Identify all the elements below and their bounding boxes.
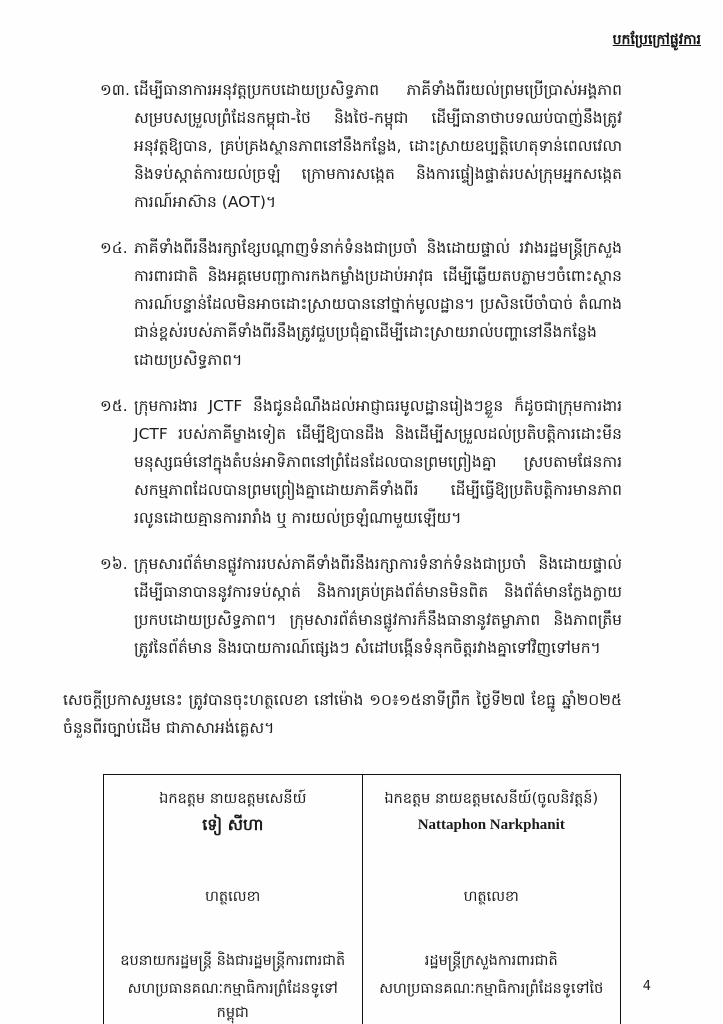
item-text: ក្រុមការងារ JCTF នឹងជូនដំណឹងដល់អាជ្ញាធរមូលដ្ឋានរៀងៗខ្លួន ក៏ដូចជាក្រុមការងារ JCTF របស់ភាគីម្ខាងទៀត ដើម្បីឱ្យបានដឹង និងដើម្បីសម្រួលដល់ប្រតិបត្តិការដោះមីនមនុស្សធម៌នៅក្នុងតំបន់អាទិភាពនៅព្រំដែនដែលបានព្រមព្រៀងគ្នា ស្របតាមផែនការសកម្មភាពដែលបានព្រមព្រៀងគ្នាដោយភាគីទាំងពីរ ដើម្បីធ្វើឱ្យប្រតិបត្តិការមានភាពរលូនដោយគ្មានការរារាំង ឬ ការយល់ច្រឡំណាមួយឡើយ។ bbox=[134, 397, 622, 527]
signatory-role-line2: សហប្រធានគណៈកម្មាធិការព្រំដែនទូទៅថៃ bbox=[379, 981, 604, 997]
item-text: ដើម្បីធានាការអនុវត្តប្រកបដោយប្រសិទ្ធភាព ភាគីទាំងពីរយល់ព្រមប្រើប្រាស់អង្គភាពសម្របសម្រួលព្រំដែនកម្ពុជា-ថៃ និងថៃ-កម្ពុជា ដើម្បីធានាថាបទឈប់បាញ់នឹងត្រូវអនុវត្តឱ្យបាន, គ្រប់គ្រងស្ថានភាពនៅនឹងកន្លែង, ដោះស្រាយឧប្បត្តិហេតុទាន់ពេលវេលា និងទប់ស្កាត់ការយល់ច្រឡំ ក្រោមការសង្កេត និងការផ្ទៀងផ្ទាត់របស់ក្រុមអ្នកសង្កេតការណ៍អាស៊ាន (AOT)។ bbox=[134, 81, 622, 211]
signatory-title: ឯកឧត្តម នាយឧត្តមសេនីយ៍(ចូលនិវត្តន៍) bbox=[384, 791, 599, 807]
signatory-name: Nattaphon Narkphanit bbox=[417, 817, 565, 833]
item-number: ១៥. bbox=[100, 397, 128, 415]
signature-table bbox=[103, 774, 621, 1024]
signatory-role-line1: រដ្ឋមន្ត្រីក្រសួងការពារជាតិ bbox=[424, 953, 558, 969]
numbered-list bbox=[63, 76, 622, 662]
closing-paragraph: សេចក្តីប្រកាសរួមនេះ ត្រូវបានចុះហត្ថលេខា នៅម៉ោង ១០៖១៥នាទីព្រឹក ថ្ងៃទី២៧ ខែធ្នូ ឆ្នាំ២០២៥ ចំនួនពីរច្បាប់ដើម ជាភាសាអង់គ្លេស។ bbox=[63, 691, 622, 737]
page-number: 4 bbox=[642, 979, 651, 994]
signature-cell-cambodia bbox=[104, 775, 363, 1024]
item-text: ក្រុមសារព័ត៌មានផ្លូវការរបស់ភាគីទាំងពីរនឹងរក្សាការទំនាក់ទំនងជាប្រចាំ និងដោយផ្ទាល់ ដើម្បីធានាបាននូវការទប់ស្កាត់ និងការគ្រប់គ្រងព័ត៌មានមិនពិត និងព័ត៌មានក្លែងក្លាយប្រកបដោយប្រសិទ្ធភាព។ ក្រុមសារព័ត៌មានផ្លូវការក៏នឹងធានានូវតម្លាភាព និងភាពត្រឹមត្រូវនៃព័ត៌មាន និងរបាយការណ៍ផ្សេងៗ សំដៅបង្កើនទំនុកចិត្តរវាងគ្នាទៅវិញទៅមក។ bbox=[134, 555, 622, 657]
item-number: ១៤. bbox=[100, 239, 128, 257]
signature-cell-thailand bbox=[362, 775, 621, 1024]
list-item-13 bbox=[100, 76, 622, 216]
signatory-role-line1: ឧបនាយករដ្ឋមន្ត្រី និងជារដ្ឋមន្ត្រីការពារជាតិ bbox=[120, 953, 346, 969]
item-number: ១៦. bbox=[100, 555, 128, 573]
list-item-14 bbox=[100, 234, 622, 374]
signatory-role-line2: សហប្រធានគណៈកម្មាធិការព្រំដែនទូទៅកម្ពុជា bbox=[127, 981, 338, 1021]
list-item-15 bbox=[100, 392, 622, 532]
signature-label: ហត្ថលេខា bbox=[463, 889, 519, 905]
list-item-16 bbox=[100, 550, 622, 662]
item-text: ភាគីទាំងពីរនឹងរក្សាខ្សែបណ្ដាញទំនាក់ទំនងជាប្រចាំ និងដោយផ្ទាល់ រវាងរដ្ឋមន្ត្រីក្រសួងការពារជាតិ និងអគ្គមេបញ្ជាការកងកម្លាំងប្រដាប់អាវុធ ដើម្បីឆ្លើយតបភ្លាមៗចំពោះស្ថានការណ៍បន្ទាន់ដែលមិនអាចដោះស្រាយបាននៅថ្នាក់មូលដ្ឋាន។ ប្រសិនបើចាំបាច់ តំណាងជាន់ខ្ពស់របស់ភាគីទាំងពីរនឹងត្រូវជួបប្រជុំគ្នាដើម្បីដោះស្រាយរាល់បញ្ហានៅនឹងកន្លែងដោយប្រសិទ្ធភាព។ bbox=[134, 239, 622, 369]
signatory-title: ឯកឧត្តម នាយឧត្តមសេនីយ៍ bbox=[159, 791, 307, 807]
signatory-name: ទៀ សីហា bbox=[202, 815, 264, 834]
item-number: ១៣. bbox=[100, 81, 130, 99]
signature-label: ហត្ថលេខា bbox=[205, 889, 261, 905]
document-content bbox=[63, 76, 622, 1024]
document-header-label: បកប្រែក្រៅផ្លូវការ bbox=[612, 32, 701, 48]
